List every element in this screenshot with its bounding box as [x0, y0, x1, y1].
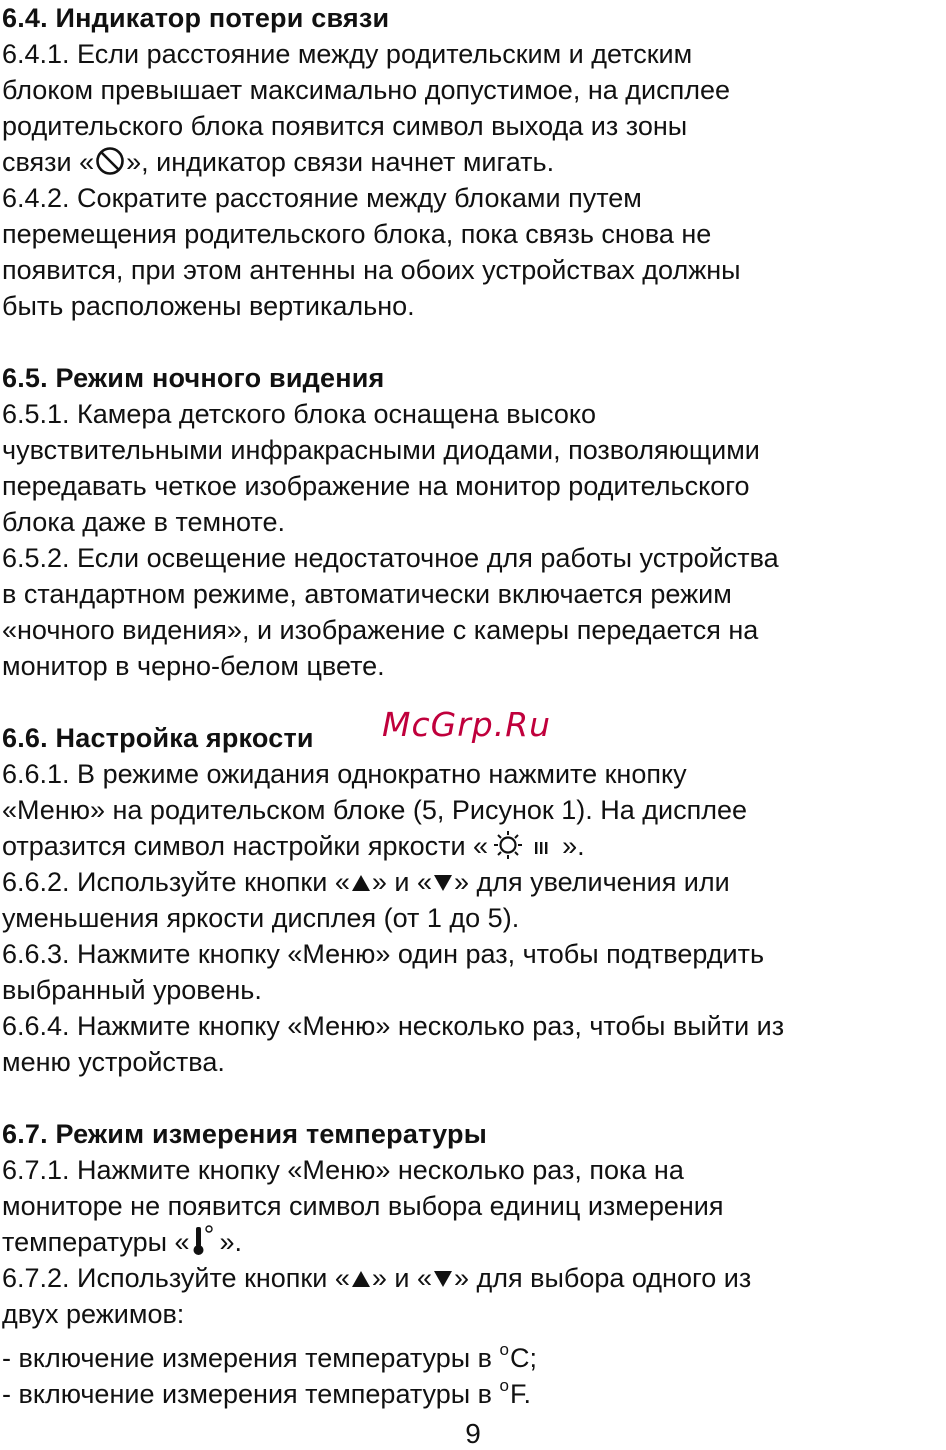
text-line: уменьшения яркости дисплея (от 1 до 5). — [2, 903, 520, 933]
triangle-down-icon — [433, 865, 453, 901]
text-line: выбранный уровень. — [2, 975, 262, 1005]
text-fragment: » для выбора одного из — [453, 1263, 752, 1293]
degree-symbol: о — [499, 1340, 509, 1359]
text-line-with-icon — [2, 828, 946, 864]
text-fragment: связи « — [2, 147, 95, 177]
text-line: 6.6.1. В режиме ожидания однократно нажмите кнопку — [2, 759, 687, 789]
text-line: блоком превышает максимально допустимое, на дисплее — [2, 75, 730, 105]
text-line: родительского блока появится символ выхода из зоны — [2, 111, 688, 141]
unit-fahrenheit: F. — [509, 1379, 531, 1409]
text-fragment: температуры « — [2, 1227, 190, 1257]
text-fragment: ». — [562, 831, 585, 861]
text-line: «ночного видения», и изображение с камеры передается на — [2, 615, 759, 645]
text-fragment: - включение измерения температуры в — [2, 1379, 500, 1409]
manual-page — [2, 0, 946, 1409]
text-line: 6.5.1. Камера детского блока оснащена высоко — [2, 399, 596, 429]
text-fragment: отразится символ настройки яркости « — [2, 831, 489, 861]
text-line: 6.4.2. Сократите расстояние между блоками путем — [2, 183, 642, 213]
text-line-with-arrows — [2, 1260, 946, 1296]
text-line: 6.6.3. Нажмите кнопку «Меню» один раз, чтобы подтвердить — [2, 939, 765, 969]
section-heading-6-6: 6.6. Настройка яркости — [2, 723, 314, 753]
text-line: «Меню» на родительском блоке (5, Рисунок 1). На дисплее — [2, 795, 747, 825]
triangle-up-icon — [351, 1261, 371, 1297]
degree-symbol: о — [499, 1376, 509, 1395]
text-line: перемещения родительского блока, пока связь снова не — [2, 219, 712, 249]
text-fragment: », индикатор связи начнет мигать. — [126, 147, 555, 177]
spacer — [2, 324, 946, 360]
triangle-up-icon — [351, 865, 371, 901]
text-line: в стандартном режиме, автоматически включается режим — [2, 579, 732, 609]
section-heading-6-4: 6.4. Индикатор потери связи — [2, 3, 390, 33]
text-fragment: » для увеличения или — [453, 867, 730, 897]
unit-celsius: C; — [509, 1343, 537, 1373]
triangle-down-icon — [433, 1261, 453, 1297]
text-fragment: ». — [219, 1227, 243, 1257]
text-fragment: » и « — [371, 867, 432, 897]
page-number: 9 — [465, 1418, 481, 1449]
text-line: 6.7.1. Нажмите кнопку «Меню» несколько раз, пока на — [2, 1155, 684, 1185]
text-line: мониторе не появится символ выбора единиц измерения — [2, 1191, 724, 1221]
text-line-with-arrows — [2, 864, 946, 900]
section-heading-6-7: 6.7. Режим измерения температуры — [2, 1119, 487, 1149]
text-line-celsius — [2, 1332, 946, 1373]
text-line-with-icon — [2, 1224, 946, 1260]
text-line: меню устройства. — [2, 1047, 225, 1077]
watermark: McGrp.Ru — [382, 705, 552, 744]
spacer — [2, 1080, 946, 1116]
text-line: 6.4.1. Если расстояние между родительским и детским — [2, 39, 693, 69]
text-fragment: 6.7.2. Используйте кнопки « — [2, 1263, 350, 1293]
text-line-with-icon — [2, 144, 946, 180]
text-fragment: - включение измерения температуры в — [2, 1343, 500, 1373]
text-line: появится, при этом антенны на обоих устройствах должны — [2, 255, 741, 285]
text-line: чувствительными инфракрасными диодами, позволяющими — [2, 435, 760, 465]
text-line: 6.6.4. Нажмите кнопку «Меню» несколько раз, чтобы выйти из — [2, 1011, 785, 1041]
text-line: 6.5.2. Если освещение недостаточное для работы устройства — [2, 543, 779, 573]
text-line: быть расположены вертикально. — [2, 291, 415, 321]
text-line: монитор в черно-белом цвете. — [2, 651, 385, 681]
text-line: блока даже в темноте. — [2, 507, 285, 537]
text-fragment: » и « — [371, 1263, 432, 1293]
section-heading-6-5: 6.5. Режим ночного видения — [2, 363, 385, 393]
text-line: передавать четкое изображение на монитор родительского — [2, 471, 750, 501]
text-line: двух режимов: — [2, 1299, 185, 1329]
thermometer-icon — [190, 1224, 220, 1265]
text-line-fahrenheit — [2, 1368, 946, 1409]
text-fragment: 6.6.2. Используйте кнопки « — [2, 867, 350, 897]
